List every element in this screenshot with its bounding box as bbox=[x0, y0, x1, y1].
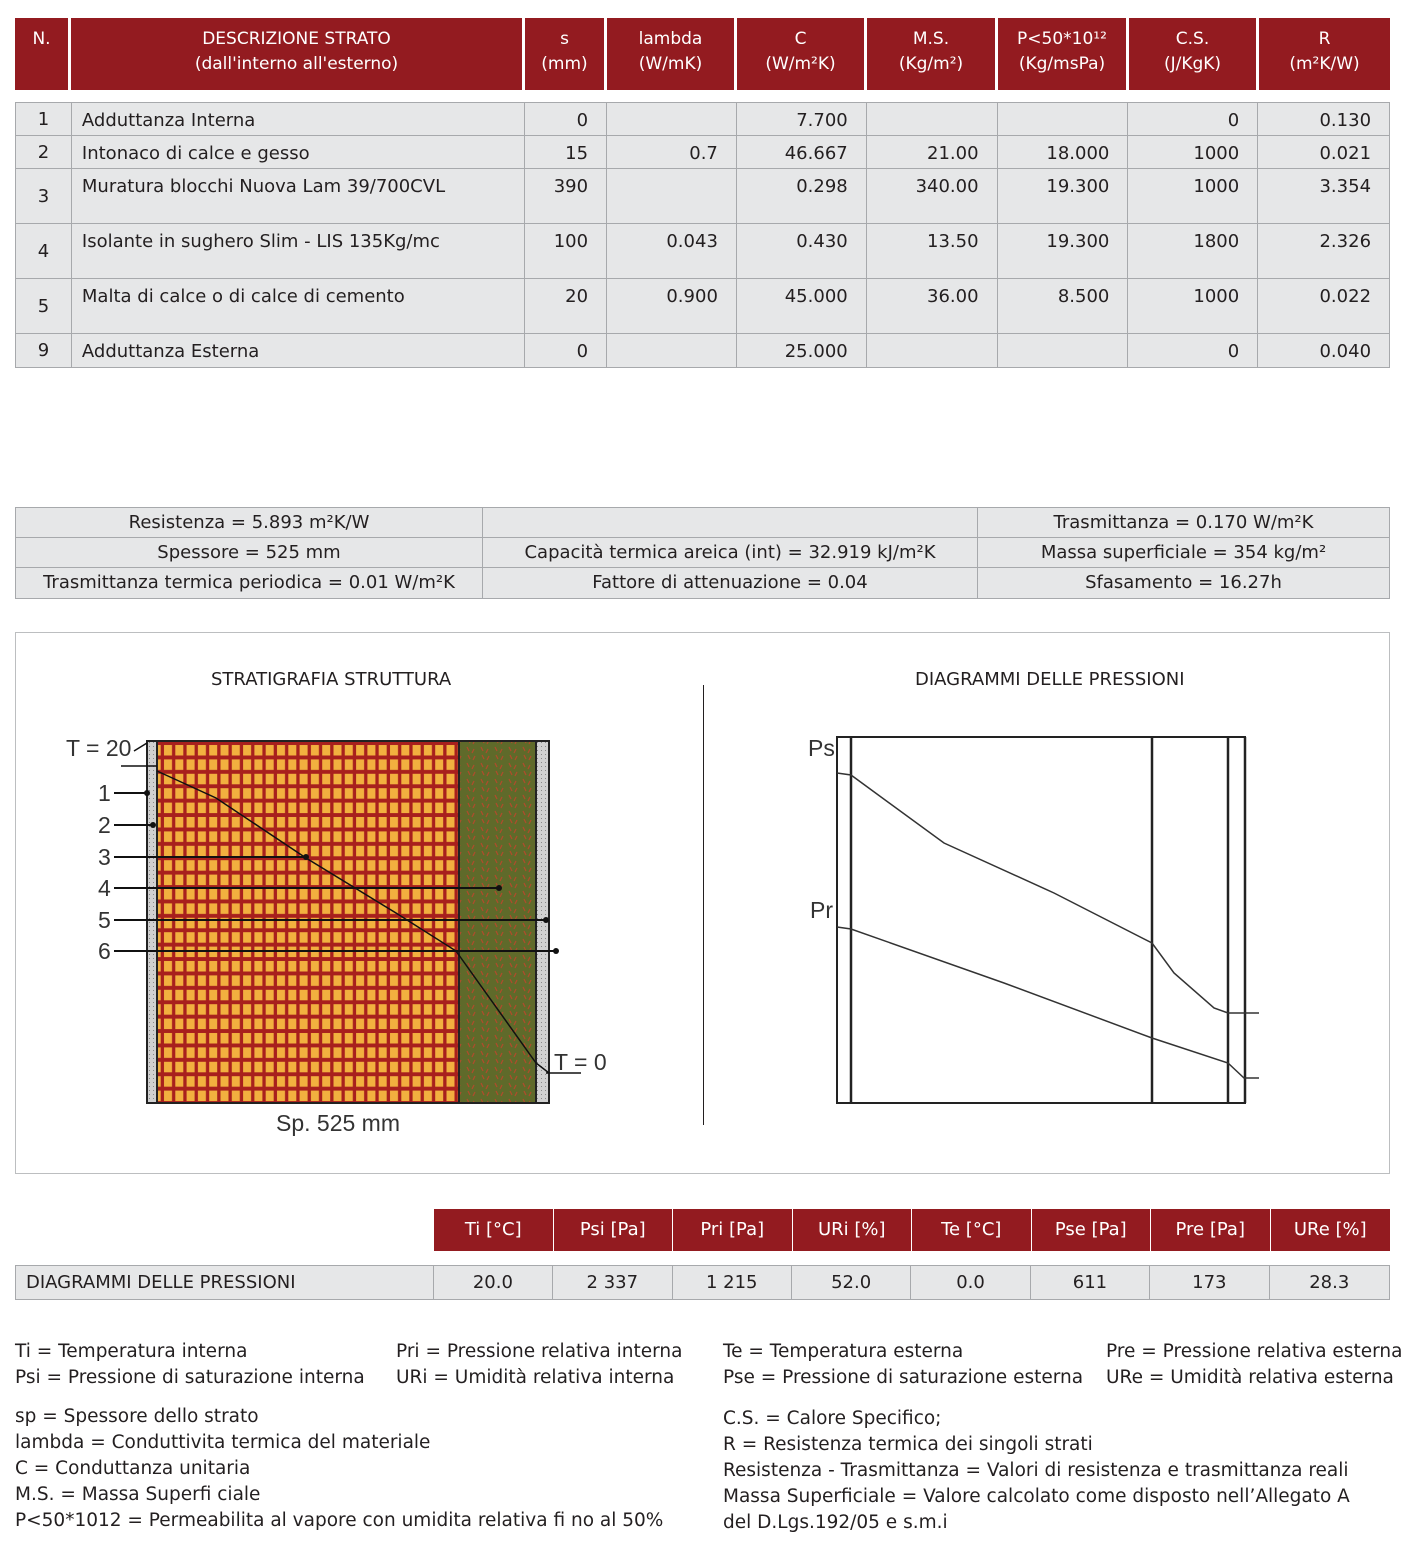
note-sp: sp = Spessore dello strato bbox=[15, 1406, 259, 1427]
cell-lambda bbox=[607, 169, 737, 223]
header-ms: M.S. (Kg/m²) bbox=[867, 18, 998, 90]
table-row bbox=[16, 279, 1389, 334]
note-r: R = Resistenza termica dei singoli strati bbox=[723, 1434, 1093, 1455]
cell-c: 45.000 bbox=[737, 279, 867, 333]
table-row bbox=[16, 334, 1389, 367]
cell-n: 9 bbox=[16, 334, 72, 367]
header-pse: Pse [Pa] bbox=[1032, 1209, 1152, 1251]
ps-curve bbox=[837, 773, 1259, 1013]
note-dlgs: del D.Lgs.192/05 e s.m.i bbox=[723, 1512, 948, 1533]
brick-layer bbox=[157, 741, 459, 1103]
summary-row bbox=[16, 508, 1389, 538]
cell-desc: Intonaco di calce e gesso bbox=[72, 136, 525, 168]
header-pri: Pri [Pa] bbox=[673, 1209, 793, 1251]
header-psi: Psi [Pa] bbox=[554, 1209, 674, 1251]
leader-dot bbox=[543, 917, 549, 923]
table-row bbox=[16, 224, 1389, 279]
cell-c: 46.667 bbox=[737, 136, 867, 168]
cell-p: 8.500 bbox=[998, 279, 1129, 333]
stratigraphy-drawing bbox=[16, 633, 702, 1173]
legend-pse: Pse = Pressione di saturazione esterna bbox=[723, 1367, 1084, 1388]
cell-lambda: 0.043 bbox=[607, 224, 737, 278]
cell-ms bbox=[867, 103, 998, 135]
cell-r: 0.130 bbox=[1319, 110, 1372, 131]
cell-p: 19.300 bbox=[998, 169, 1129, 223]
pressure-row-label: DIAGRAMMI DELLE PRESSIONI bbox=[16, 1266, 434, 1299]
layer-label-1: 1 bbox=[98, 780, 111, 806]
cell-s: 0 bbox=[525, 334, 607, 367]
layer-label-4: 4 bbox=[98, 875, 111, 901]
cell-p: 19.300 bbox=[998, 224, 1129, 278]
table-row bbox=[16, 103, 1389, 136]
cell-ms: 21.00 bbox=[867, 136, 998, 168]
value-ti: 20.0 bbox=[434, 1266, 553, 1299]
cell-n: 5 bbox=[16, 279, 72, 333]
summary-sfasamento: Sfasamento = 16.27h bbox=[1085, 572, 1282, 593]
pr-label: Pr bbox=[810, 897, 833, 923]
cell-ms bbox=[867, 334, 998, 367]
cell-cs: 1000 bbox=[1128, 169, 1258, 223]
cell-desc: Malta di calce o di calce di cemento bbox=[72, 279, 525, 333]
note-c: C = Conduttanza unitaria bbox=[15, 1458, 251, 1479]
header-lambda: lambda (W/mK) bbox=[607, 18, 737, 90]
legend-pri: Pri = Pressione relativa interna bbox=[396, 1341, 683, 1362]
legend-pre: Pre = Pressione relativa esterna bbox=[1106, 1341, 1403, 1362]
legend-notes-left bbox=[15, 1404, 663, 1534]
layer-label-6: 6 bbox=[98, 938, 111, 964]
cell-cs: 1000 bbox=[1128, 279, 1258, 333]
summary-empty bbox=[483, 508, 978, 537]
layers-body bbox=[15, 102, 1390, 368]
cell-desc: Adduttanza Interna bbox=[72, 103, 525, 135]
legend-block-2 bbox=[396, 1339, 682, 1391]
cell-lambda bbox=[607, 334, 737, 367]
cell-r: 0.021 bbox=[1319, 143, 1372, 164]
cell-p bbox=[998, 334, 1129, 367]
cell-cs: 1800 bbox=[1128, 224, 1258, 278]
cell-r: 2.326 bbox=[1319, 231, 1372, 252]
cell-cs: 0 bbox=[1128, 103, 1258, 135]
value-psi: 2 337 bbox=[553, 1266, 672, 1299]
cell-n: 2 bbox=[16, 136, 72, 168]
value-ure: 28.3 bbox=[1309, 1272, 1350, 1293]
cell-r: 0.022 bbox=[1319, 286, 1372, 307]
layer-label-5: 5 bbox=[98, 907, 111, 933]
stratigraphy-title: STRATIGRAFIA STRUTTURA bbox=[211, 669, 452, 690]
header-s: s (mm) bbox=[525, 18, 607, 90]
cell-c: 7.700 bbox=[737, 103, 867, 135]
cell-p: 18.000 bbox=[998, 136, 1129, 168]
cell-n: 3 bbox=[16, 169, 72, 223]
note-p: P<50*1012 = Permeabilita al vapore con umidita relativa fi no al 50% bbox=[15, 1510, 664, 1531]
summary-trasmittanza: Trasmittanza = 0.170 W/m²K bbox=[1053, 512, 1314, 533]
cell-r: 0.040 bbox=[1319, 341, 1372, 362]
leader-dot bbox=[496, 885, 502, 891]
header-p: P<50*10¹² (Kg/msPa) bbox=[998, 18, 1129, 90]
header-r: R (m²K/W) bbox=[1259, 18, 1390, 90]
pressure-values-row bbox=[15, 1265, 1390, 1300]
leader-dot bbox=[144, 790, 150, 796]
header-ure: URe [%] bbox=[1271, 1209, 1391, 1251]
t-inside-label: T = 20 bbox=[66, 735, 132, 761]
value-te: 0.0 bbox=[911, 1266, 1030, 1299]
cell-cs: 0 bbox=[1128, 334, 1258, 367]
cell-n: 1 bbox=[16, 103, 72, 135]
note-lambda: lambda = Conduttivita termica del materiale bbox=[15, 1432, 431, 1453]
cork-layer bbox=[459, 741, 536, 1103]
legend-block-3 bbox=[723, 1339, 1083, 1391]
legend-ti: Ti = Temperatura interna bbox=[15, 1341, 248, 1362]
cell-lambda: 0.7 bbox=[607, 136, 737, 168]
header-n: N. bbox=[15, 18, 71, 90]
cell-c: 25.000 bbox=[737, 334, 867, 367]
cell-ms: 340.00 bbox=[867, 169, 998, 223]
header-c: C (W/m²K) bbox=[737, 18, 867, 90]
note-resistenza: Resistenza - Trasmittanza = Valori di resistenza e trasmittanza reali bbox=[723, 1460, 1349, 1481]
layers-table bbox=[15, 18, 1390, 368]
header-uri: URi [%] bbox=[793, 1209, 913, 1251]
cell-desc: Muratura blocchi Nuova Lam 39/700CVL bbox=[72, 169, 525, 223]
value-pse: 611 bbox=[1031, 1266, 1150, 1299]
cell-desc: Adduttanza Esterna bbox=[72, 334, 525, 367]
note-ms: M.S. = Massa Superfi ciale bbox=[15, 1484, 261, 1505]
cell-ms: 13.50 bbox=[867, 224, 998, 278]
pr-curve bbox=[837, 927, 1259, 1078]
note-massa: Massa Superficiale = Valore calcolato come disposto nell’Allegato A bbox=[723, 1486, 1350, 1507]
header-pre: Pre [Pa] bbox=[1151, 1209, 1271, 1251]
cell-c: 0.298 bbox=[737, 169, 867, 223]
cell-r: 3.354 bbox=[1319, 176, 1372, 197]
thickness-label: Sp. 525 mm bbox=[276, 1110, 400, 1136]
header-ti: Ti [°C] bbox=[434, 1209, 554, 1251]
summary-attenuazione: Fattore di attenuazione = 0.04 bbox=[483, 568, 978, 598]
pressure-table bbox=[15, 1209, 1390, 1300]
legend-block-1 bbox=[15, 1339, 365, 1391]
cell-s: 100 bbox=[525, 224, 607, 278]
summary-capacita: Capacità termica areica (int) = 32.919 kJ/m²K bbox=[483, 538, 978, 567]
legend-te: Te = Temperatura esterna bbox=[723, 1341, 964, 1362]
value-uri: 52.0 bbox=[792, 1266, 911, 1299]
cell-s: 20 bbox=[525, 279, 607, 333]
cell-n: 4 bbox=[16, 224, 72, 278]
pressure-chart bbox=[704, 633, 1390, 1173]
leader-dot bbox=[150, 822, 156, 828]
cell-lambda bbox=[607, 103, 737, 135]
layer-label-2: 2 bbox=[98, 812, 111, 838]
summary-trasm-periodica: Trasmittanza termica periodica = 0.01 W/m²K bbox=[16, 568, 483, 598]
table-row bbox=[16, 136, 1389, 169]
diagram-panel bbox=[15, 632, 1390, 1174]
summary-resistenza: Resistenza = 5.893 m²K/W bbox=[16, 508, 483, 537]
cell-s: 15 bbox=[525, 136, 607, 168]
pressure-diagram-title: DIAGRAMMI DELLE PRESSIONI bbox=[915, 669, 1185, 690]
note-cs: C.S. = Calore Specifico; bbox=[723, 1408, 942, 1429]
cell-p bbox=[998, 103, 1129, 135]
cell-lambda: 0.900 bbox=[607, 279, 737, 333]
summary-row bbox=[16, 538, 1389, 568]
legend-ure: URe = Umidità relativa esterna bbox=[1106, 1367, 1394, 1388]
header-te: Te [°C] bbox=[912, 1209, 1032, 1251]
table-row bbox=[16, 169, 1389, 224]
leader-dot bbox=[553, 948, 559, 954]
legend-block-4 bbox=[1106, 1339, 1402, 1391]
header-cs: C.S. (J/KgK) bbox=[1129, 18, 1259, 90]
cell-ms: 36.00 bbox=[867, 279, 998, 333]
cell-desc: Isolante in sughero Slim - LIS 135Kg/mc bbox=[72, 224, 525, 278]
value-pri: 1 215 bbox=[673, 1266, 792, 1299]
t-outside-label: T = 0 bbox=[554, 1049, 607, 1075]
legend-psi: Psi = Pressione di saturazione interna bbox=[15, 1367, 365, 1388]
pressure-header-row bbox=[15, 1209, 1390, 1251]
cell-s: 390 bbox=[525, 169, 607, 223]
cell-s: 0 bbox=[525, 103, 607, 135]
cell-cs: 1000 bbox=[1128, 136, 1258, 168]
layers-header-row bbox=[15, 18, 1390, 90]
cell-c: 0.430 bbox=[737, 224, 867, 278]
summary-spessore: Spessore = 525 mm bbox=[16, 538, 483, 567]
header-description: DESCRIZIONE STRATO (dall'interno all'esterno) bbox=[71, 18, 525, 90]
layer-label-3: 3 bbox=[98, 844, 111, 870]
summary-massa: Massa superficiale = 354 kg/m² bbox=[1040, 542, 1327, 563]
summary-table bbox=[15, 507, 1390, 599]
ps-label: Ps bbox=[808, 735, 835, 761]
value-pre: 173 bbox=[1150, 1266, 1269, 1299]
legend-notes-right bbox=[723, 1406, 1350, 1536]
summary-row bbox=[16, 568, 1389, 598]
leader-dot bbox=[303, 854, 309, 860]
legend-uri: URi = Umidità relativa interna bbox=[396, 1367, 675, 1388]
